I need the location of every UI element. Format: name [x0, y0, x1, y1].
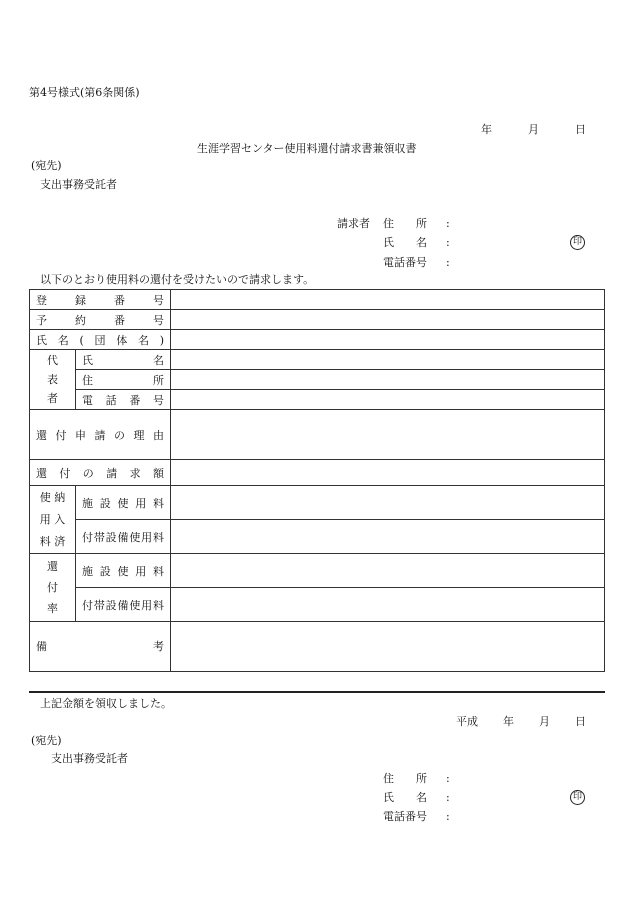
receipt-name-colon: : — [446, 791, 450, 804]
name-org-field[interactable] — [171, 330, 605, 350]
refund-reason-label: 還付申請の理由 — [30, 410, 171, 460]
remarks-label: 備考 — [30, 622, 171, 672]
paid-facility-fee-label: 施設使用料 — [76, 486, 171, 520]
rate-facility-fee-field[interactable] — [171, 554, 605, 588]
refund-amount-label: 還付の請求額 — [30, 460, 171, 486]
representative-char-3: 者 — [47, 392, 58, 405]
requester-phone-colon: : — [446, 256, 450, 269]
receipt-name-label: 氏 名 — [383, 791, 427, 804]
rep-name-field[interactable] — [171, 350, 605, 370]
requester-address-colon: : — [446, 217, 450, 230]
receipt-seal-mark: 印 — [570, 790, 585, 805]
receipt-phone-label: 電話番号 — [383, 810, 427, 823]
receipt-addressee-name: 支出事務受託者 — [51, 752, 128, 765]
requester-role-label: 請求者 — [337, 217, 370, 230]
requester-name-colon: : — [446, 236, 450, 249]
addressee-name: 支出事務受託者 — [40, 178, 117, 191]
name-org-label: 氏名(団体名) — [30, 330, 171, 350]
representative-char-2: 表 — [47, 373, 58, 386]
receipt-date-era: 平成 — [456, 715, 478, 728]
refund-rate-char-1: 還 — [47, 560, 58, 573]
date-year-label: 年 — [481, 123, 492, 136]
paid-facility-fee-field[interactable] — [171, 486, 605, 520]
representative-label — [30, 350, 76, 410]
document-title: 生涯学習センター使用料還付請求書兼領収書 — [197, 142, 417, 155]
registration-number-field[interactable] — [171, 290, 605, 310]
refund-amount-field[interactable] — [171, 460, 605, 486]
reservation-number-field[interactable] — [171, 310, 605, 330]
receipt-date-month: 月 — [539, 715, 550, 728]
requester-name-label: 氏 名 — [383, 236, 427, 249]
rate-equipment-fee-field[interactable] — [171, 588, 605, 622]
refund-request-table — [29, 289, 605, 672]
receipt-address-colon: : — [446, 772, 450, 785]
date-month-label: 月 — [528, 123, 539, 136]
registration-number-label: 登録番号 — [30, 290, 171, 310]
rep-name-label: 氏名 — [76, 350, 171, 370]
refund-rate-char-3: 率 — [47, 602, 58, 615]
reservation-number-label: 予約番号 — [30, 310, 171, 330]
remarks-field[interactable] — [171, 622, 605, 672]
requester-address-label: 住 所 — [383, 217, 427, 230]
paid-fee-line-2: 用 入 — [39, 512, 66, 526]
paid-equipment-fee-field[interactable] — [171, 520, 605, 554]
form-number: 第4号様式(第6条関係) — [29, 86, 140, 99]
rep-address-label: 住所 — [76, 370, 171, 390]
rep-phone-field[interactable] — [171, 390, 605, 410]
paid-fee-line-1: 使 納 — [39, 490, 66, 504]
requester-seal-mark: 印 — [570, 235, 585, 250]
rep-address-field[interactable] — [171, 370, 605, 390]
receipt-addressee-label: (宛先) — [31, 734, 62, 747]
rate-facility-fee-label: 施設使用料 — [76, 554, 171, 588]
receipt-statement: 上記金額を領収しました。 — [40, 697, 172, 710]
refund-rate-label — [30, 554, 76, 622]
paid-fee-line-3: 料 済 — [39, 534, 66, 548]
addressee-label: (宛先) — [31, 159, 62, 172]
receipt-divider — [29, 691, 605, 693]
requester-phone-label: 電話番号 — [383, 256, 427, 269]
rate-equipment-fee-label: 付帯設備使用料 — [76, 588, 171, 622]
paid-fee-label — [30, 486, 76, 554]
request-statement: 以下のとおり使用料の還付を受けたいので請求します。 — [40, 273, 315, 286]
rep-phone-label: 電話番号 — [76, 390, 171, 410]
paid-equipment-fee-label: 付帯設備使用料 — [76, 520, 171, 554]
receipt-address-label: 住 所 — [383, 772, 427, 785]
refund-reason-field[interactable] — [171, 410, 605, 460]
representative-char-1: 代 — [47, 354, 58, 367]
receipt-phone-colon: : — [446, 810, 450, 823]
receipt-date-day: 日 — [575, 715, 586, 728]
refund-rate-char-2: 付 — [47, 581, 58, 594]
date-day-label: 日 — [575, 123, 586, 136]
receipt-date-year: 年 — [503, 715, 514, 728]
